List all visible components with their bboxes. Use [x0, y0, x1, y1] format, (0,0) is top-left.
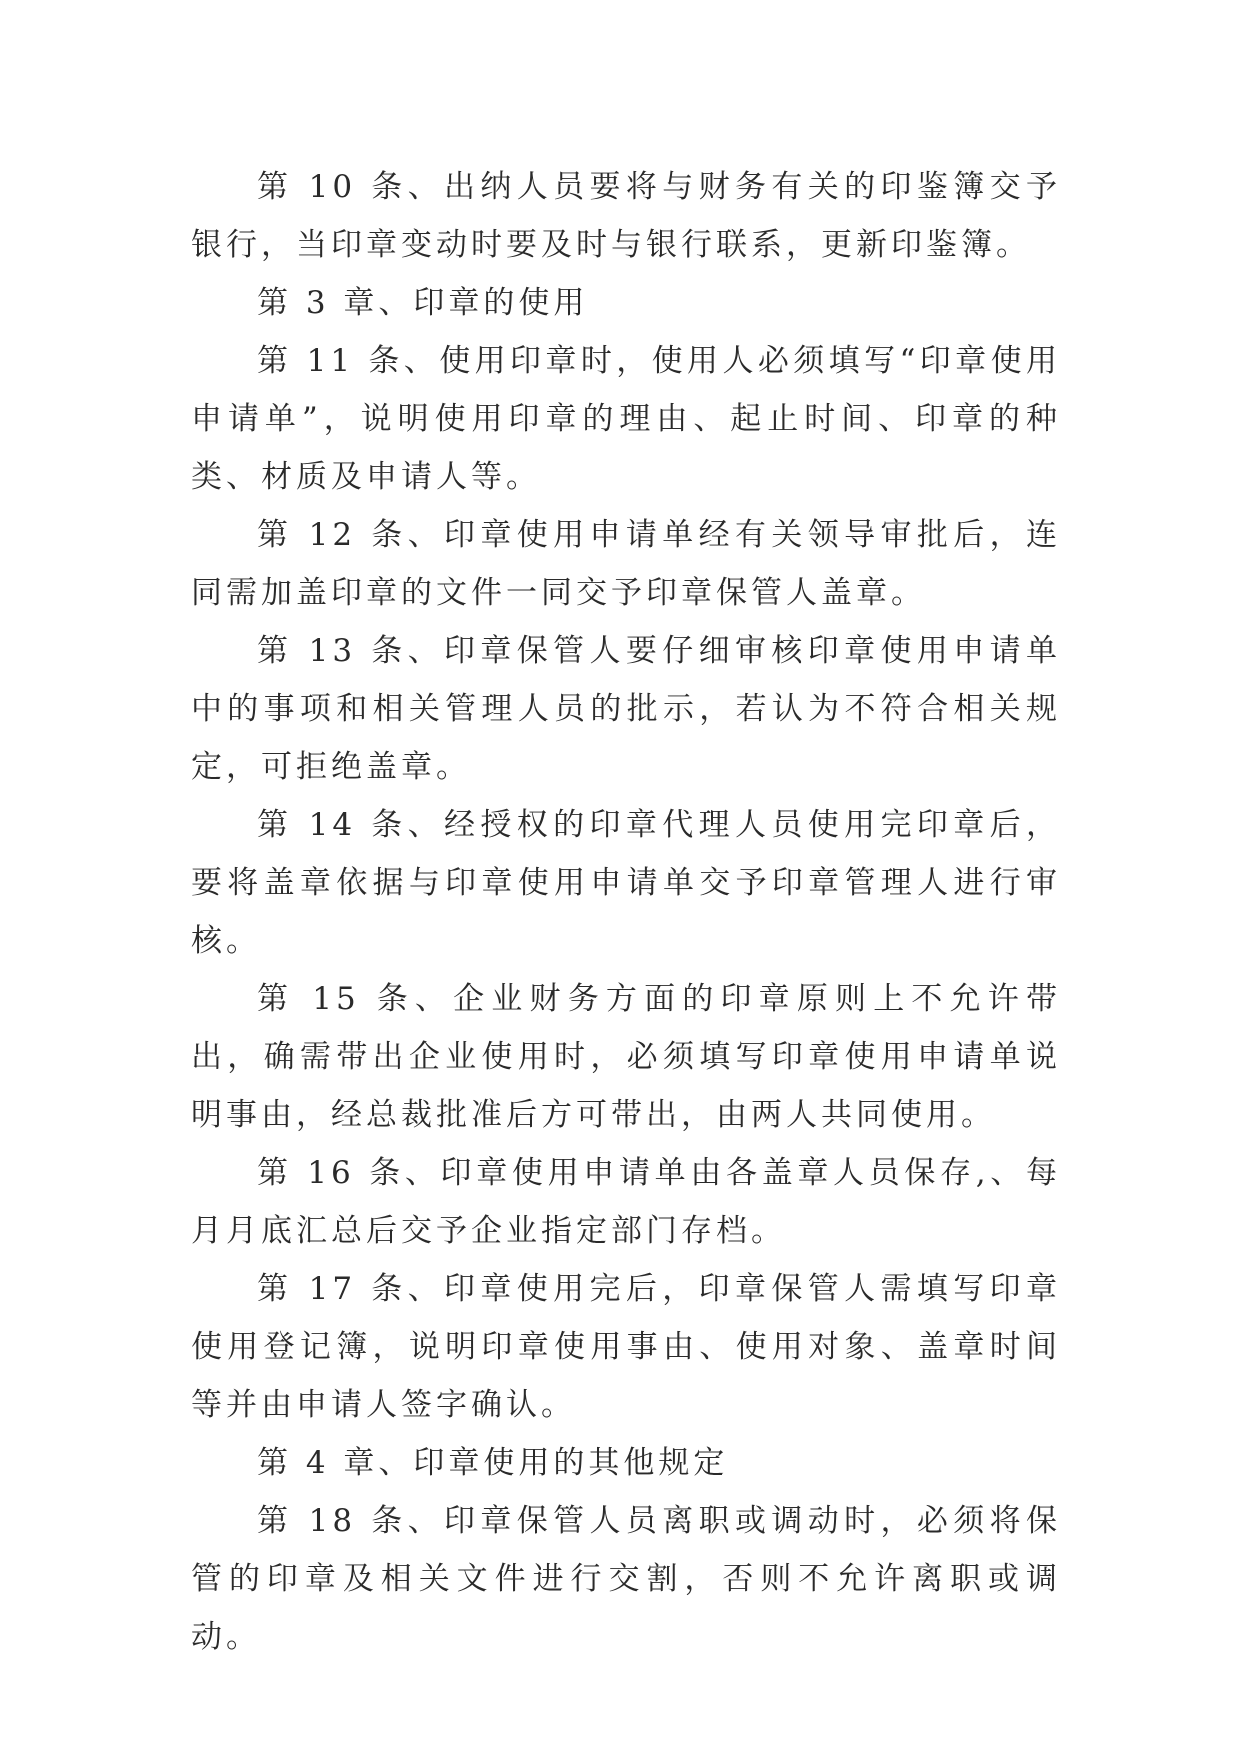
article-17-paragraph: 第 17 条、印章使用完后，印章保管人需填写印章使用登记簿，说明印章使用事由、使用对象、盖章时间等并由申请人签字确认。: [191, 1271, 1061, 1423]
article-10-paragraph: 第 10 条、出纳人员要将与财务有关的印鉴簿交予银行，当印章变动时要及时与银行联系，更新印鉴簿。: [191, 169, 1061, 263]
article-15-paragraph: 第 15 条、企业财务方面的印章原则上不允许带出，确需带出企业使用时，必须填写印章使用申请单说明事由，经总裁批准后方可带出，由两人共同使用。: [191, 981, 1061, 1133]
article-14-paragraph: 第 14 条、经授权的印章代理人员使用完印章后，要将盖章依据与印章使用申请单交予印章管理人进行审核。: [191, 807, 1061, 959]
document-body: [191, 158, 1061, 1666]
article-12-paragraph: 第 12 条、印章使用申请单经有关领导审批后，连同需加盖印章的文件一同交予印章保管人盖章。: [191, 517, 1061, 611]
article-18-paragraph: 第 18 条、印章保管人员离职或调动时，必须将保管的印章及相关文件进行交割，否则不允许离职或调动。: [191, 1503, 1061, 1655]
article-11-paragraph: 第 11 条、使用印章时，使用人必须填写“印章使用申请单”，说明使用印章的理由、起止时间、印章的种类、材质及申请人等。: [191, 343, 1061, 495]
article-16-paragraph: 第 16 条、印章使用申请单由各盖章人员保存,、每月月底汇总后交予企业指定部门存档。: [191, 1155, 1061, 1249]
article-13-paragraph: 第 13 条、印章保管人要仔细审核印章使用申请单中的事项和相关管理人员的批示，若认为不符合相关规定，可拒绝盖章。: [191, 633, 1061, 785]
chapter-3-heading: 第 3 章、印章的使用: [257, 285, 589, 321]
chapter-4-heading: 第 4 章、印章使用的其他规定: [257, 1445, 729, 1481]
